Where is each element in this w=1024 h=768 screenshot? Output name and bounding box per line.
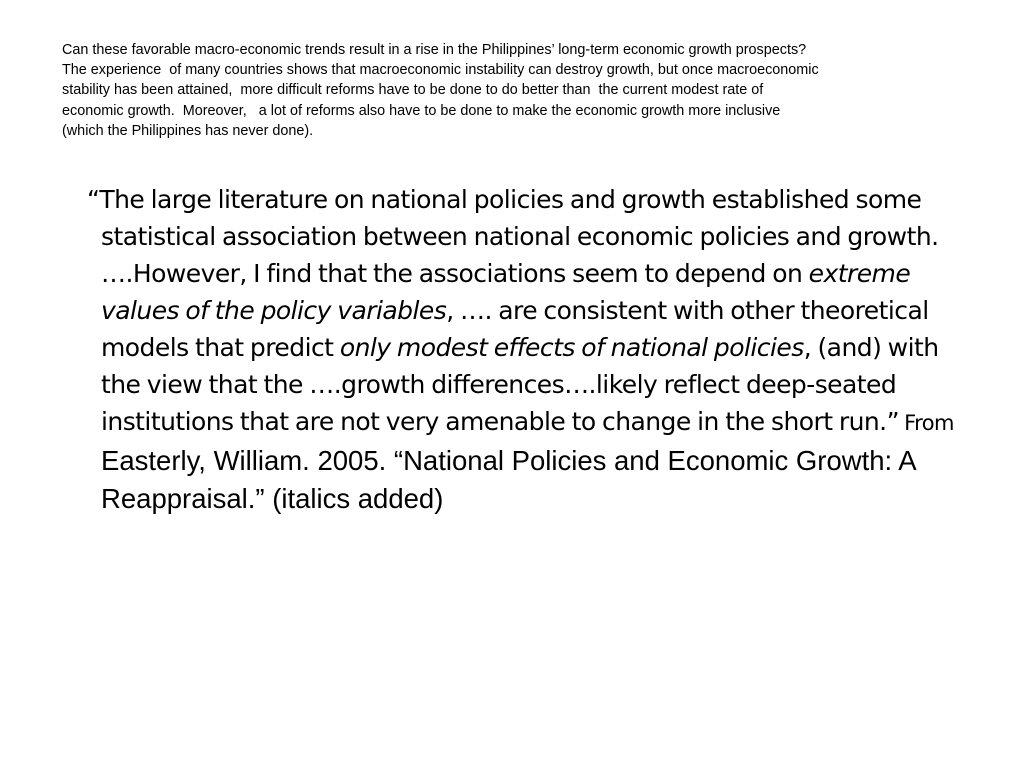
intro-line-4: economic growth. Moreover, a lot of reforms also have to be done to make the economic growth more inclusive — [62, 102, 781, 119]
quote-text-1: “The large literature on national policies and growth established some statistical association between national economic policies and growth. ….However, I find that the associations seem to depend on — [87, 185, 939, 288]
easterly-quote — [87, 181, 981, 518]
quote-italic-policy-variables: extreme values of the policy variables — [101, 259, 911, 325]
quote-from-label: From — [898, 411, 954, 435]
quote-italic-modest-effects: only modest effects of national policies — [339, 333, 804, 362]
intro-line-2: The experience of many countries shows that macroeconomic instability can destroy growth, but once macroeconomic — [62, 62, 819, 79]
intro-line-5: (which the Philippines has never done). — [62, 122, 314, 139]
quote-text-3: , (and) with the view that the ….growth differences….likely reflect deep-seated institutions that are not very amenable to change in the short run.” — [101, 333, 939, 436]
quote-citation: Easterly, William. 2005. “National Policies and Economic Growth: A Reappraisal.” (italics added) — [101, 445, 916, 514]
intro-line-1: Can these favorable macro-economic trends result in a rise in the Philippines’ long-term economic growth prospects? — [62, 42, 807, 58]
intro-line-3: stability has been attained, more difficult reforms have to be done to do better than the current modest rate of — [62, 82, 764, 99]
intro-paragraph — [62, 40, 972, 141]
quote-text-2: , …. are consistent with other theoretical models that predict — [101, 296, 929, 362]
